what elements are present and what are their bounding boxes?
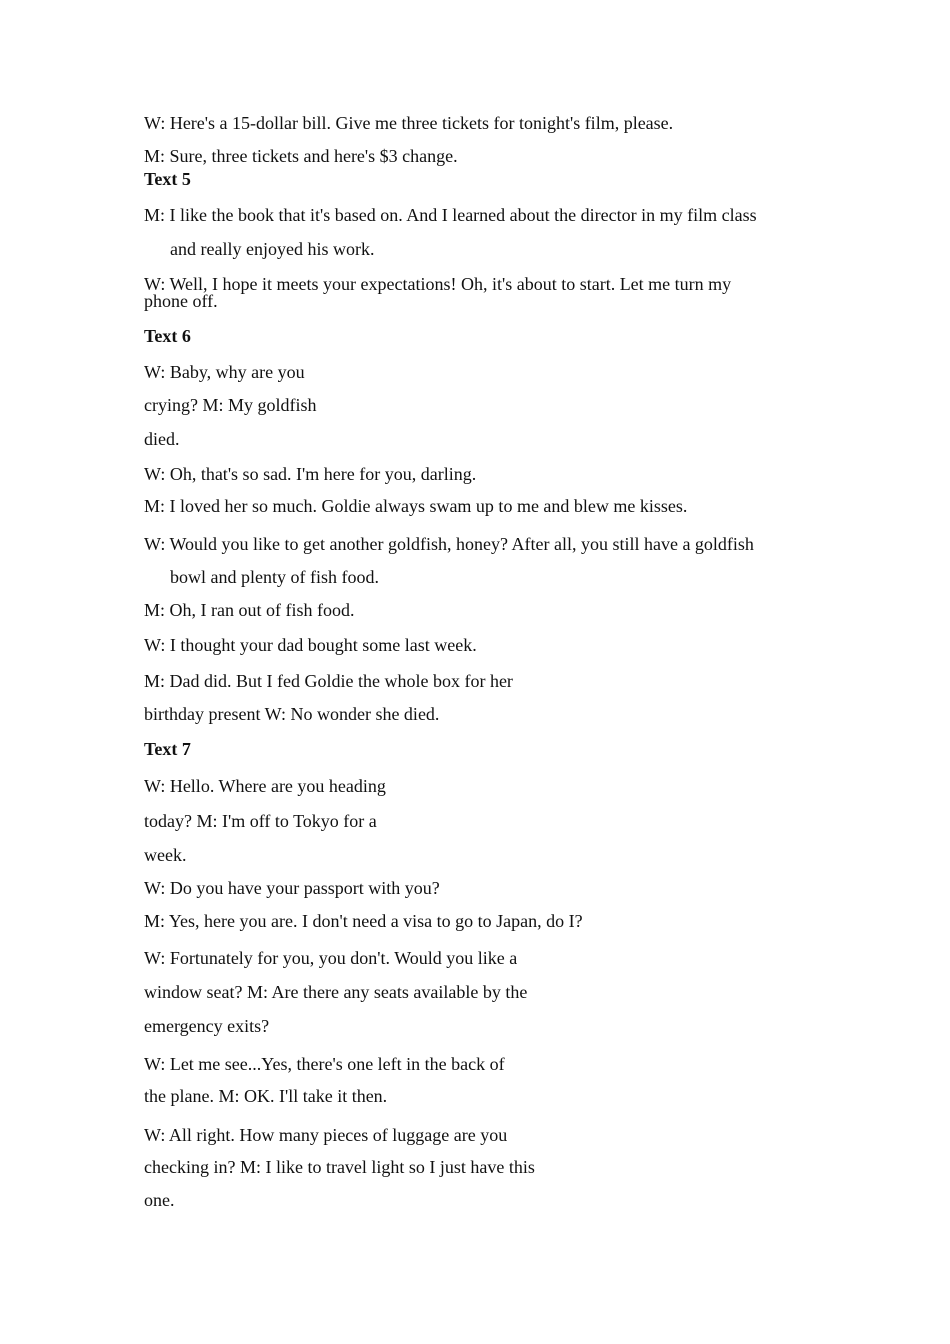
dialogue-line: W: Oh, that's so sad. I'm here for you, darling. [144,464,477,484]
section-heading-text-6: Text 6 [144,326,191,346]
dialogue-line: one. [144,1190,175,1210]
dialogue-line: M: I like the book that it's based on. And I learned about the director in my film class [144,205,757,225]
dialogue-line: today? M: I'm off to Tokyo for a [144,811,377,831]
dialogue-line: birthday present W: No wonder she died. [144,704,440,724]
dialogue-line: week. [144,845,187,865]
dialogue-line: W: I thought your dad bought some last week. [144,635,477,655]
dialogue-line: and really enjoyed his work. [170,239,375,259]
dialogue-line: M: I loved her so much. Goldie always swam up to me and blew me kisses. [144,496,688,516]
dialogue-line: M: Oh, I ran out of fish food. [144,600,355,620]
dialogue-line: W: Hello. Where are you heading [144,776,386,796]
section-heading-text-7: Text 7 [144,739,191,759]
dialogue-line: W: Let me see...Yes, there's one left in the back of [144,1054,505,1074]
dialogue-line: died. [144,429,180,449]
dialogue-line: phone off. [144,291,218,311]
section-heading-text-5: Text 5 [144,169,191,189]
dialogue-line: W: All right. How many pieces of luggage are you [144,1125,508,1145]
dialogue-line: W: Well, I hope it meets your expectations! Oh, it's about to start. Let me turn my [144,274,732,294]
dialogue-line: W: Baby, why are you [144,362,305,382]
dialogue-line: M: Yes, here you are. I don't need a visa to go to Japan, do I? [144,911,583,931]
dialogue-line: W: Here's a 15-dollar bill. Give me three tickets for tonight's film, please. [144,113,674,133]
dialogue-line: W: Would you like to get another goldfish, honey? After all, you still have a goldfish [144,534,754,554]
dialogue-line: W: Do you have your passport with you? [144,878,440,898]
dialogue-line: emergency exits? [144,1016,270,1036]
dialogue-line: crying? M: My goldfish [144,395,317,415]
dialogue-line: bowl and plenty of fish food. [170,567,379,587]
dialogue-line: window seat? M: Are there any seats available by the [144,982,528,1002]
dialogue-line: the plane. M: OK. I'll take it then. [144,1086,388,1106]
dialogue-line: M: Dad did. But I fed Goldie the whole box for her [144,671,513,691]
dialogue-line: M: Sure, three tickets and here's $3 change. [144,146,458,166]
dialogue-line: W: Fortunately for you, you don't. Would you like a [144,948,518,968]
dialogue-line: checking in? M: I like to travel light so I just have this [144,1157,535,1177]
